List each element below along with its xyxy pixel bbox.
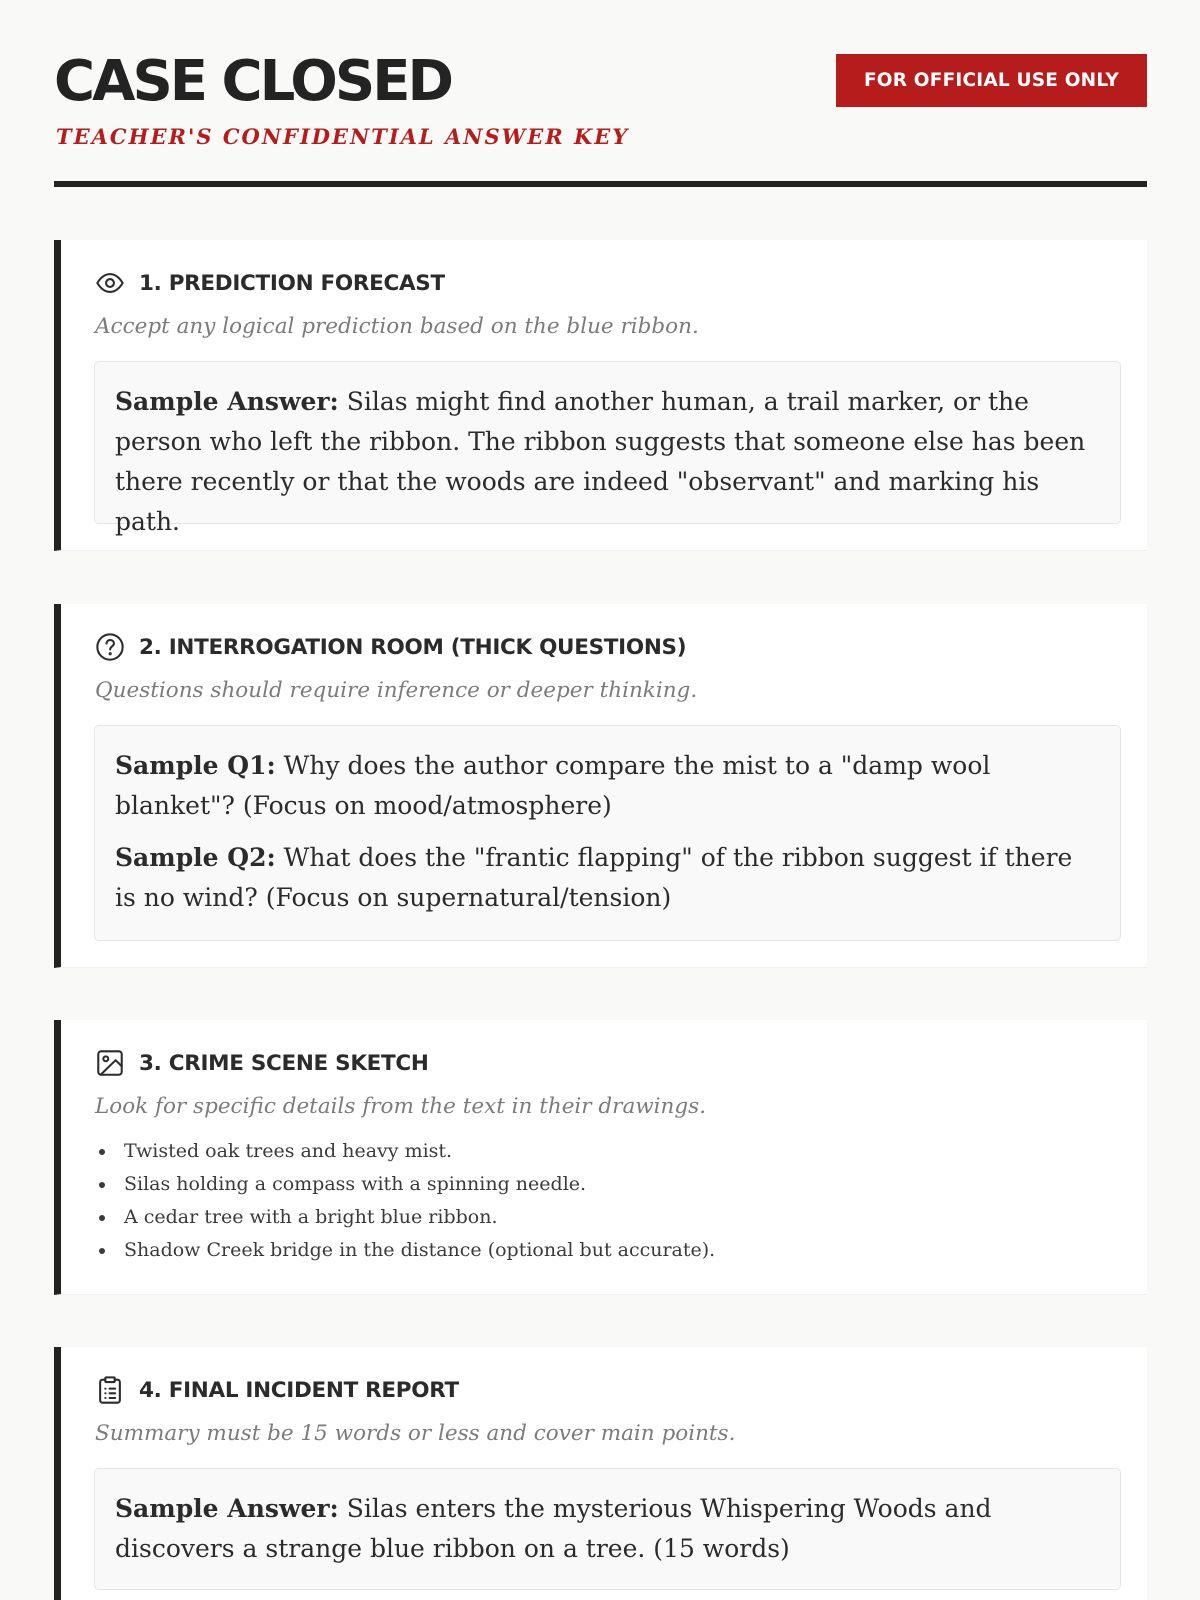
section-title: 3. CRIME SCENE SKETCH (139, 1050, 429, 1076)
answer-text: Silas enters the mysterious Whispering Woods and discovers a strange blue ribbon on a tree. (15 words) (115, 1494, 992, 1563)
question-circle-icon (94, 631, 126, 663)
sample-question (115, 746, 1100, 826)
section-title: 1. PREDICTION FORECAST (139, 270, 445, 296)
page-subtitle: TEACHER'S CONFIDENTIAL ANSWER KEY (56, 124, 630, 149)
official-use-badge: FOR OFFICIAL USE ONLY (836, 54, 1147, 107)
section-title: 4. FINAL INCIDENT REPORT (139, 1377, 459, 1403)
answer-text: Silas might find another human, a trail marker, or the person who left the ribbon. The ribbon suggests that someone else has been there recently or that the woods are indeed "observant" and marking his path. (115, 387, 1086, 536)
eye-icon (94, 267, 126, 299)
section-instruction: Look for specific details from the text in their drawings. (95, 1094, 707, 1119)
section-crime-scene-sketch (54, 1020, 1147, 1295)
question-label: Sample Q2: (115, 843, 276, 872)
section-header (94, 1375, 459, 1405)
sketch-details-list (97, 1135, 715, 1267)
sample-questions-box (94, 725, 1121, 941)
answer-label: Sample Answer: (115, 387, 339, 416)
page-title: CASE CLOSED (54, 49, 451, 114)
list-item: Silas holding a compass with a spinning needle. (97, 1168, 715, 1201)
list-item: Shadow Creek bridge in the distance (optional but accurate). (97, 1234, 715, 1267)
clipboard-list-icon (94, 1374, 126, 1406)
question-text: Why does the author compare the mist to a "damp wool blanket"? (Focus on mood/atmosphere) (115, 751, 991, 820)
section-prediction-forecast (54, 240, 1147, 551)
page-header (54, 50, 1147, 187)
section-final-incident-report (54, 1347, 1147, 1600)
section-instruction: Questions should require inference or deeper thinking. (95, 678, 698, 703)
section-header (94, 268, 445, 298)
section-title: 2. INTERROGATION ROOM (THICK QUESTIONS) (139, 634, 687, 660)
sample-answer-box (94, 361, 1121, 536)
section-interrogation-room (54, 604, 1147, 968)
question-label: Sample Q1: (115, 751, 276, 780)
question-text: What does the "frantic flapping" of the ribbon suggest if there is no wind? (Focus on supernatural/tension) (115, 843, 1073, 912)
answer-label: Sample Answer: (115, 1494, 339, 1523)
list-item: A cedar tree with a bright blue ribbon. (97, 1201, 715, 1234)
list-item: Twisted oak trees and heavy mist. (97, 1135, 715, 1168)
section-instruction: Accept any logical prediction based on the blue ribbon. (95, 314, 699, 339)
sample-answer (115, 382, 1100, 542)
image-icon (94, 1047, 126, 1079)
sample-question (115, 838, 1100, 918)
section-instruction: Summary must be 15 words or less and cover main points. (95, 1421, 736, 1446)
sample-answer (115, 1489, 1100, 1569)
section-header (94, 632, 686, 662)
sample-answer-box (94, 1468, 1121, 1590)
section-header (94, 1048, 429, 1078)
